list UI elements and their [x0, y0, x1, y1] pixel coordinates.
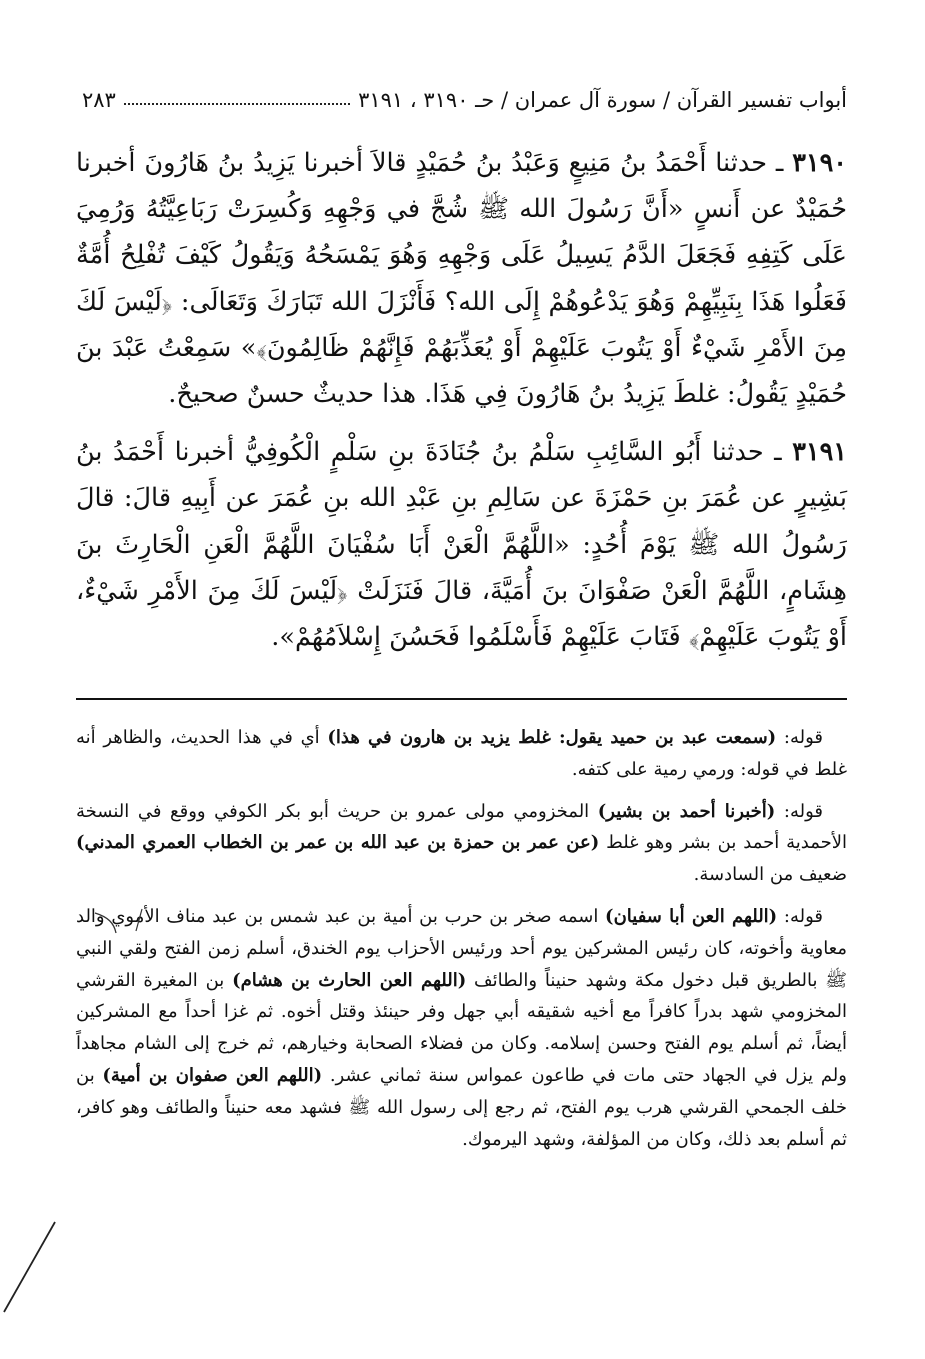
header-title: أبواب تفسير القرآن / سورة آل عمران / حـ ٣١٩٠ ، ٣١٩١ — [358, 88, 847, 112]
note-lead: قوله: — [776, 727, 823, 748]
page-number: ٢٨٣ — [82, 88, 116, 112]
note-text: بن المغيرة القرشي المخزومي شهد بدراً كافراً مع أخيه شقيقه أبي جهل وفر حينئذ وقتل أخوه. ثم غزا أحداً مع المشركين أيضاً، ثم أسلم يوم الفتح وحسن إسلامه. وكان من فضلاء الصحابة وخيارهم، ثم خرج إلى الشام مجاهداً ولم يزل في الجهاد حتى مات في طاعون عمواس سنة ثماني عشر. — [76, 969, 847, 1086]
note-2 — [76, 796, 847, 891]
hadith-3190 — [76, 140, 847, 417]
note-text: أي في هذا الحديث، والظاهر أنه غلط في قوله: ورمي رمية على كتفه. — [76, 727, 847, 780]
hadith-number: ٣١٩١ — [792, 437, 847, 468]
footnote-separator — [76, 698, 847, 700]
note-quote: (اللهم العن الحارث بن هشام) — [232, 969, 467, 991]
running-header — [82, 82, 847, 112]
note-quote: (عن عمر بن حمزة بن عبد الله بن عمر بن الخطاب العمري المدني) — [76, 832, 600, 854]
note-text: ضعيف من السادسة. — [693, 864, 847, 886]
pen-mark-icon — [80, 905, 160, 955]
note-lead: قوله: — [777, 905, 823, 927]
dotted-leader — [124, 102, 350, 105]
commentary-notes — [76, 722, 847, 1155]
hadith-number: ٣١٩٠ — [792, 148, 847, 178]
note-quote: (اللهم العن صفوان بن أمية) — [102, 1064, 323, 1086]
hadith-dash: ـ — [763, 437, 793, 468]
note-quote: (سمعت عبد بن حميد يقول: غلط يزيد بن هارون في هذا) — [327, 727, 777, 748]
note-quote: (أخبرنا أحمد بن بشير) — [597, 800, 776, 822]
note-1 — [76, 722, 847, 786]
hadith-dash: ـ — [767, 148, 793, 178]
note-text: اسمه صخر بن حرب بن أمية بن عبد شمس بن عبد مناف الأموي والد معاوية وأخوته، كان رئيس المشركين يوم أحد ورئيس الأحزاب يوم الخندق، أسلم زمن الفتح ولقي النبي ﷺ بالطريق قبل دخول مكة وشهد حنيناً والطائف — [76, 905, 847, 991]
hadith-text: حدثنا أَبُو السَّائِبِ سَلْمُ بنُ جُنَادَةَ بنِ سَلْمٍ الْكُوفِيُّ أخبرنا أَحْمَدُ بنُ بَشِيرٍ عن عُمَرَ بنِ حَمْزَةَ عن سَالِمِ بنِ عَبْدِ الله بنِ عُمَرَ عن أَبِيهِ قالَ: قالَ رَسُولُ الله ﷺ يَوْمَ أُحُدٍ: «اللَّهُمَّ الْعَنْ أَبَا سُفْيَانَ اللَّهُمَّ الْعَنِ الْحَارِثَ بنَ هِشَامٍ، اللَّهُمَّ الْعَنْ صَفْوَانَ بنَ أُمَيَّةَ، قالَ فَنَزَلَتْ ﴿لَيْسَ لَكَ مِنَ الأَمْرِ شَيْءٌ، أَوْ يَتُوبَ عَلَيْهِمْ﴾ فَتَابَ عَلَيْهِمْ فَأَسْلَمُوا فَحَسُنَ إِسْلاَمُهُمْ». — [76, 437, 847, 653]
main-text — [76, 140, 847, 660]
margin-pen-stroke-icon — [0, 1220, 60, 1320]
note-text: بن خلف الجمحي القرشي هرب يوم الفتح، ثم رجع إلى رسول الله ﷺ فشهد معه حنيناً والطائف وهو كافر، ثم أسلم بعد ذلك، وكان من المؤلفة، وشهد اليرموك. — [76, 1064, 847, 1150]
hadith-3191 — [76, 429, 847, 660]
note-text: المخزومي مولى عمرو بن حريث أبو بكر الكوفي ووقع في النسخة الأحمدية أحمد بن بشر وهو غلط — [76, 800, 847, 854]
hadith-text: حدثنا أَحْمَدُ بنُ مَنِيعٍ وَعَبْدُ بنُ حُمَيْدٍ قالاَ أخبرنا يَزِيدُ بنُ هَارُونَ أخبرنا حُمَيْدٌ عن أَنسٍ «أَنَّ رَسُولَ الله ﷺ شُجَّ في وَجْهِهِ وَكُسِرَتْ رَبَاعِيَّتُهُ وَرُمِيَ عَلَى كَتِفِهِ فَجَعَلَ الدَّمُ يَسِيلُ عَلَى وَجْهِهِ وَهُوَ يَمْسَحُهُ وَيَقُولُ كَيْفَ تُفْلِحُ أُمَّةٌ فَعَلُوا هَذَا بِنَبِيِّهِمْ وَهُوَ يَدْعُوهُمْ إِلَى الله؟ فَأَنْزَلَ الله تَبَارَكَ وَتَعَالَى: ﴿لَيْسَ لَكَ مِنَ الأَمْرِ شَيْءٌ أَوْ يَتُوبَ عَلَيْهِمْ أَوْ يُعَذِّبَهُمْ فَإِنَّهُمْ ظَالِمُونَ﴾» سَمِعْتُ عَبْدَ بنَ حُمَيْدٍ يَقُولُ: غلطَ يَزِيدُ بنُ هَارُونَ فِي هَذَا. هذا حديثٌ حسنٌ صحيحٌ. — [76, 148, 847, 410]
note-3 — [76, 901, 847, 1155]
note-quote: (اللهم العن أبا سفيان) — [605, 905, 778, 927]
note-lead: قوله: — [775, 800, 823, 822]
